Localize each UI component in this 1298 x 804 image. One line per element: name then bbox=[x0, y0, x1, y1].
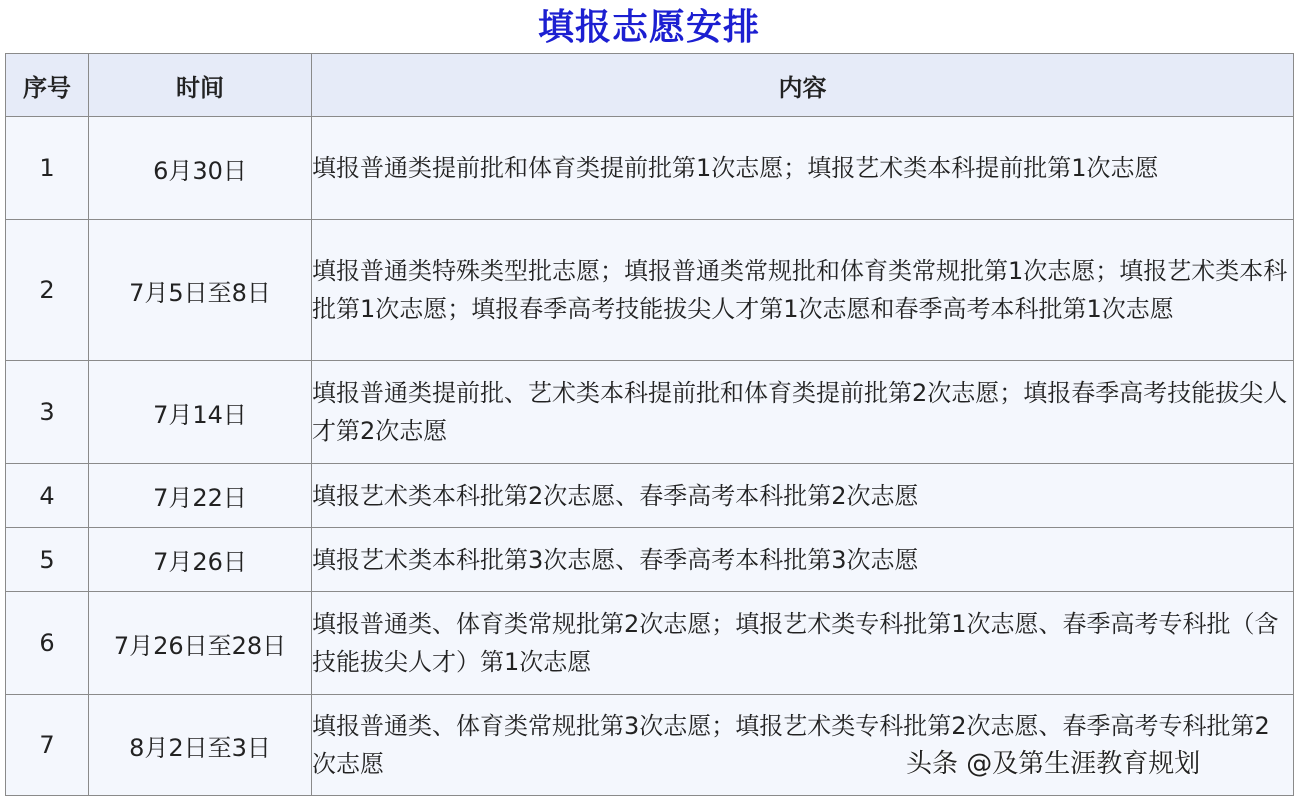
header-no: 序号 bbox=[6, 54, 89, 117]
header-content: 内容 bbox=[312, 54, 1294, 117]
table-row bbox=[6, 220, 1294, 361]
row-date: 7月22日 bbox=[89, 464, 312, 528]
table-row bbox=[6, 528, 1294, 592]
row-date: 8月2日至3日 bbox=[89, 695, 312, 796]
watermark-text: 头条 @及第生涯教育规划 bbox=[906, 749, 1201, 779]
row-no: 3 bbox=[6, 361, 89, 464]
table-row bbox=[6, 361, 1294, 464]
table-row bbox=[6, 117, 1294, 220]
header-date: 时间 bbox=[89, 54, 312, 117]
row-no: 7 bbox=[6, 695, 89, 796]
row-content: 填报普通类提前批和体育类提前批第1次志愿；填报艺术类本科提前批第1次志愿 bbox=[312, 117, 1294, 220]
row-content: 填报艺术类本科批第3次志愿、春季高考本科批第3次志愿 bbox=[312, 528, 1294, 592]
header-row bbox=[6, 54, 1294, 117]
row-content: 填报艺术类本科批第2次志愿、春季高考本科批第2次志愿 bbox=[312, 464, 1294, 528]
row-date: 7月26日至28日 bbox=[89, 592, 312, 695]
row-date: 7月14日 bbox=[89, 361, 312, 464]
row-content: 填报普通类提前批、艺术类本科提前批和体育类提前批第2次志愿；填报春季高考技能拔尖人才第2次志愿 bbox=[312, 361, 1294, 464]
row-content: 填报普通类特殊类型批志愿；填报普通类常规批和体育类常规批第1次志愿；填报艺术类本科批第1次志愿；填报春季高考技能拔尖人才第1次志愿和春季高考本科批第1次志愿 bbox=[312, 220, 1294, 361]
row-no: 5 bbox=[6, 528, 89, 592]
row-date: 7月5日至8日 bbox=[89, 220, 312, 361]
row-date: 6月30日 bbox=[89, 117, 312, 220]
table-row bbox=[6, 464, 1294, 528]
row-no: 4 bbox=[6, 464, 89, 528]
row-date: 7月26日 bbox=[89, 528, 312, 592]
row-content: 填报普通类、体育类常规批第2次志愿；填报艺术类专科批第1次志愿、春季高考专科批（含技能拔尖人才）第1次志愿 bbox=[312, 592, 1294, 695]
table-row bbox=[6, 592, 1294, 695]
page-title: 填报志愿安排 bbox=[537, 7, 760, 48]
row-no: 2 bbox=[6, 220, 89, 361]
row-content: 填报普通类、体育类常规批第3次志愿；填报艺术类专科批第2次志愿、春季高考专科批第2次志愿 bbox=[312, 695, 1294, 796]
row-no: 1 bbox=[6, 117, 89, 220]
row-no: 6 bbox=[6, 592, 89, 695]
schedule-table bbox=[5, 53, 1294, 796]
